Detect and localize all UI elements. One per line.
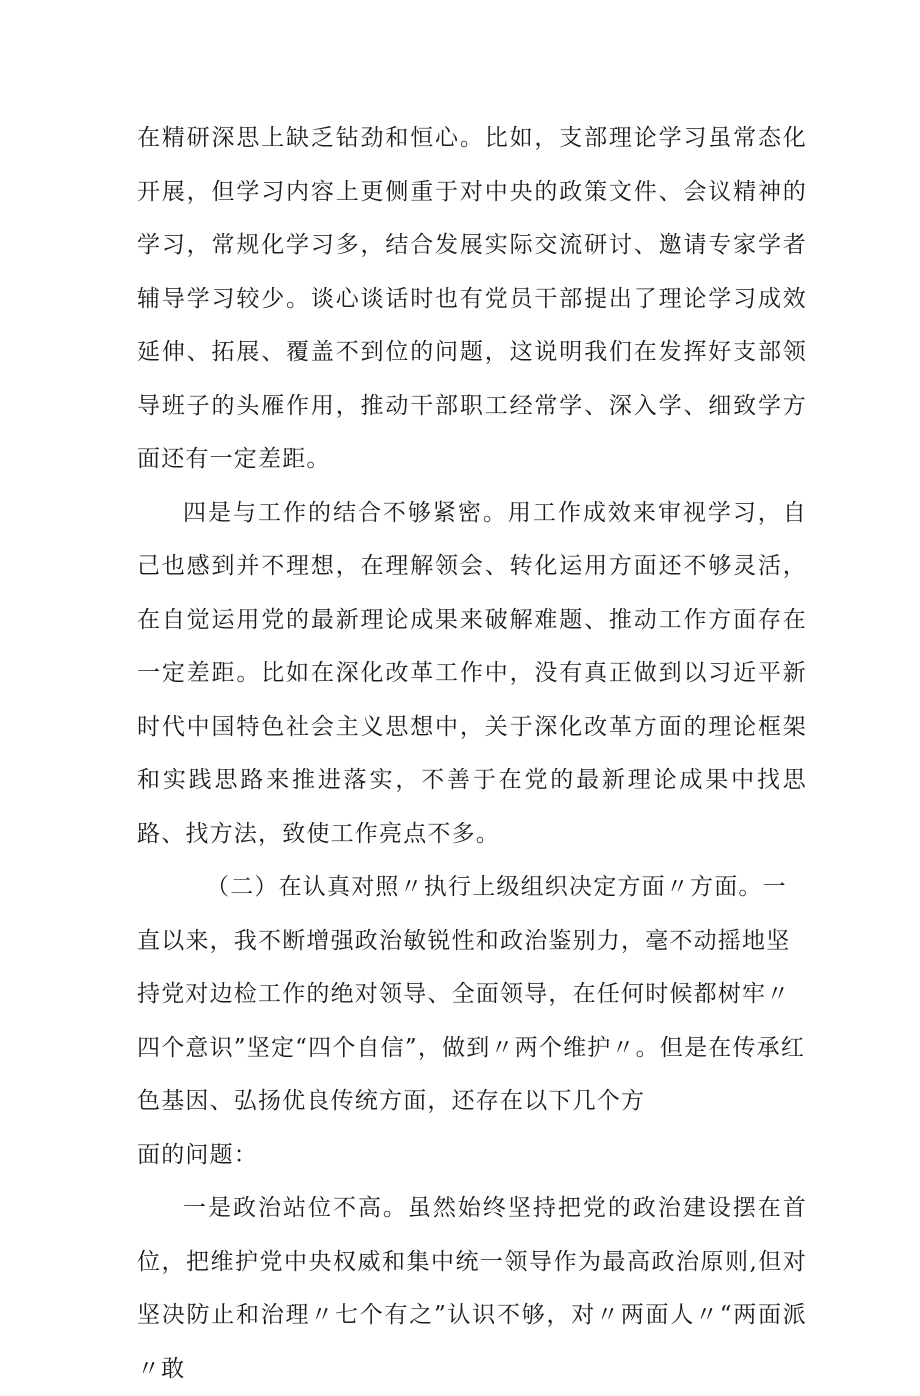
paragraph-political-stance: 一是政治站位不高。虽然始终坚持把党的政治建设摆在首位，把维护党中央权威和集中统一领导作为最高政治原则,但对坚决防止和治理〃七个有之”认识不够，对〃两面人〃“两面派〃敢: [137, 1195, 807, 1382]
paragraph-section-two-heading: （二）在认真对照〃执行上级组织决定方面〃方面。一直以来，我不断增强政治敏锐性和政治鉴别力，毫不动摇地坚持党对边检工作的绝对领导、全面领导，在任何时候都树牢〃四个意识”坚定“四个自信”，做到〃两个维护〃。但是在传承红色基因、弘扬优良传统方面，还存在以下几个方: [137, 874, 806, 1114]
paragraph-study-depth: 在精研深思上缺乏钻劲和恒心。比如，支部理论学习虽常态化开展，但学习内容上更侧重于对中央的政策文件、会议精神的学习，常规化学习多，结合发展实际交流研讨、邀请专家学者辅导学习较少。谈心谈话时也有党员干部提出了理论学习成效延伸、拓展、覆盖不到位的问题，这说明我们在发挥好支部领导班子的头雁作用，推动干部职工经常学、深入学、细致学方面还有一定差距。: [137, 125, 807, 472]
document-body: [137, 112, 807, 1396]
paragraph-issues-intro: 面的问题：: [137, 1141, 258, 1168]
paragraph-work-integration: 四是与工作的结合不够紧密。用工作成效来审视学习，自己也感到并不理想，在理解领会、转化运用方面还不够灵活，在自觉运用党的最新理论成果来破解难题、推动工作方面存在一定差距。比如在深化改革工作中，没有真正做到以习近平新时代中国特色社会主义思想中，关于深化改革方面的理论框架和实践思路来推进落实，不善于在党的最新理论成果中找思路、找方法，致使工作亮点不多。: [137, 499, 807, 847]
